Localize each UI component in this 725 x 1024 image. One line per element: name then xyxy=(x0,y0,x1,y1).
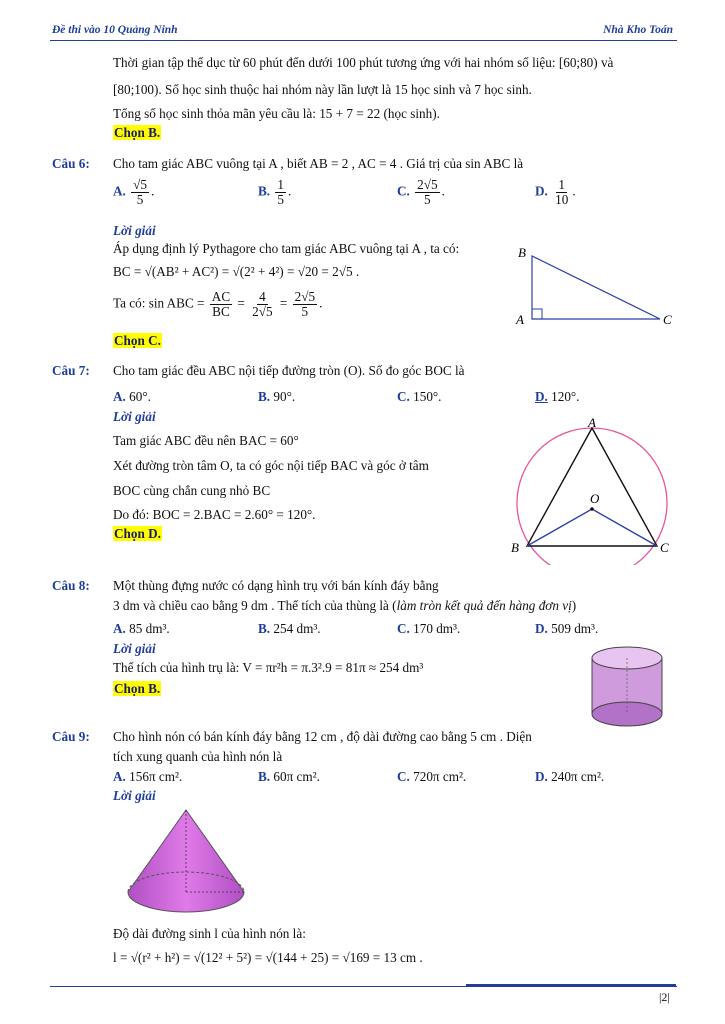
q6-c-num: 2√5 xyxy=(417,177,438,192)
q6-solution-3: Ta có: sin ABC = $\frac{AC}{BC}$ = $\frac{4}{2√5}$ = $\frac{2√5}{5}$ . xyxy=(113,289,323,319)
q6-solution-label: Lời giải xyxy=(113,223,156,238)
q9-option-d-letter: D. xyxy=(535,769,548,784)
q6-f3-num: 2√5 xyxy=(294,289,316,304)
q6-triangle-figure xyxy=(510,243,675,333)
q7-solution-label: Lời giải xyxy=(113,409,156,424)
triangle-abc-equilateral xyxy=(527,428,657,546)
q7-circle-figure xyxy=(505,413,685,565)
q8-answer: Chọn B. xyxy=(114,681,161,696)
q8-option-d-value: 509 dm³. xyxy=(551,621,599,636)
q6-c-den: 5 xyxy=(424,192,431,207)
q9-option-a-value: 156π cm². xyxy=(129,769,183,784)
q9-option-d[interactable] xyxy=(535,769,604,785)
q6-d-num: 1 xyxy=(558,177,566,192)
prev-line-2: [80;100). Số học sinh thuộc hai nhóm này lần lượt là 15 học sinh và 7 học sinh. xyxy=(113,82,532,97)
q6-option-d-letter: D. xyxy=(535,183,548,199)
q8-option-b[interactable] xyxy=(258,621,321,637)
q6-answer: Chọn C. xyxy=(114,333,161,348)
right-angle-mark xyxy=(532,309,542,319)
q6-f2-num: 4 xyxy=(259,289,266,304)
q8-option-d[interactable] xyxy=(535,621,598,637)
q6-a-num: √5 xyxy=(133,177,147,192)
q7-answer: Chọn D. xyxy=(114,526,161,541)
q8-option-a-letter: A. xyxy=(113,621,126,636)
q8-option-c-letter: C. xyxy=(397,621,410,636)
footer-accent-bar xyxy=(466,984,676,987)
q9-solution-1: Độ dài đường sinh l của hình nón là: xyxy=(113,926,306,941)
q6-option-c-letter: C. xyxy=(397,183,410,199)
q8-cylinder-figure xyxy=(588,644,668,730)
q6-b-den: 5 xyxy=(277,192,284,207)
q6-b-num: 1 xyxy=(277,177,284,192)
q6-f3-den: 5 xyxy=(301,304,309,319)
q6-option-a-letter: A. xyxy=(113,183,126,199)
q9-option-c[interactable] xyxy=(397,769,466,785)
prev-answer: Chọn B. xyxy=(114,125,161,140)
q8-text-2a: 3 dm và chiều cao bằng 9 dm . Thể tích của thùng là ( xyxy=(113,598,397,613)
q9-solution-2: l = √(r² + h²) = √(12² + 5²) = √(144 + 25) = √169 = 13 cm . xyxy=(113,950,423,965)
q6-sin-label: Ta có: sin ABC = xyxy=(113,295,205,311)
q6-d-den: 10 xyxy=(555,192,569,207)
q6-option-d[interactable]: D. $\frac{1}{10}$ . xyxy=(535,177,576,207)
header-left: Đề thi vào 10 Quảng Ninh xyxy=(52,24,178,36)
q7-option-a-value: 60°. xyxy=(129,389,151,404)
fig6-label-a: A xyxy=(516,312,524,327)
fig7-label-b: B xyxy=(511,540,519,555)
q7-solution-4: Do đó: BOC = 2.BAC = 2.60° = 120°. xyxy=(113,507,316,522)
q9-label: Câu 9: xyxy=(52,729,90,744)
q7-option-a[interactable] xyxy=(113,389,151,405)
q6-solution-2: BC = √(AB² + AC²) = √(2² + 4²) = √20 = 2√5 . xyxy=(113,264,360,279)
q7-solution-2: Xét đường tròn tâm O, ta có góc nội tiếp BAC và góc ở tâm xyxy=(113,458,429,473)
center-point xyxy=(590,507,594,511)
q6-f1-num: AC xyxy=(211,289,231,304)
q7-solution-3: BOC cùng chắn cung nhỏ BC xyxy=(113,483,271,498)
q8-label: Câu 8: xyxy=(52,578,90,593)
fig6-label-b: B xyxy=(518,245,526,260)
q8-option-b-letter: B. xyxy=(258,621,271,636)
header-line xyxy=(50,40,677,41)
q8-option-c-value: 170 dm³. xyxy=(413,621,461,636)
fig7-label-o: O xyxy=(590,491,600,506)
fig7-label-a: A xyxy=(588,415,596,430)
q8-text-2 xyxy=(113,598,576,614)
q9-option-b[interactable] xyxy=(258,769,320,785)
q9-cone-figure xyxy=(124,806,248,918)
q7-solution-1: Tam giác ABC đều nên BAC = 60° xyxy=(113,433,299,448)
triangle-abc xyxy=(532,256,660,319)
q6-f1-den: BC xyxy=(212,304,230,319)
q9-option-a[interactable] xyxy=(113,769,182,785)
q9-option-a-letter: A. xyxy=(113,769,126,784)
q6-solution-1: Áp dụng định lý Pythagore cho tam giác ABC vuông tại A , ta có: xyxy=(113,241,460,256)
prev-line-3: Tổng số học sinh thỏa mãn yêu cầu là: 15 + 7 = 22 (học sinh). xyxy=(113,106,440,121)
q6-label: Câu 6: xyxy=(52,156,90,171)
q8-solution-label: Lời giải xyxy=(113,641,156,656)
q9-text-2: tích xung quanh của hình nón là xyxy=(113,749,283,764)
q8-text-2c: ) xyxy=(571,598,577,613)
q8-text-2b: làm tròn kết quả đến hàng đơn vị xyxy=(396,598,572,613)
central-angle-boc xyxy=(527,509,657,546)
q8-option-a-value: 85 dm³. xyxy=(129,621,170,636)
q6-text: Cho tam giác ABC vuông tại A , biết AB = 2 , AC = 4 . Giá trị của sin ABC là xyxy=(113,156,524,171)
q7-option-b[interactable] xyxy=(258,389,295,405)
q9-option-b-letter: B. xyxy=(258,769,271,784)
q9-option-b-value: 60π cm². xyxy=(273,769,320,784)
cone-surface xyxy=(128,810,244,912)
q7-option-d-letter: D. xyxy=(535,389,548,404)
q7-label: Câu 7: xyxy=(52,363,90,378)
q8-solution-1: Thể tích của hình trụ là: V = πr²h = π.3².9 = 81π ≈ 254 dm³ xyxy=(113,660,424,675)
q9-text-1: Cho hình nón có bán kính đáy bằng 12 cm , độ dài đường cao bằng 5 cm . Diện xyxy=(113,729,532,744)
fig6-label-c: C xyxy=(663,312,672,327)
q7-text: Cho tam giác đều ABC nội tiếp đường tròn (O). Số đo góc BOC là xyxy=(113,363,465,378)
q8-text-1: Một thùng đựng nước có dạng hình trụ với bán kính đáy bằng xyxy=(113,578,439,593)
q9-option-c-value: 720π cm². xyxy=(413,769,467,784)
q8-option-d-letter: D. xyxy=(535,621,548,636)
q7-option-a-letter: A. xyxy=(113,389,126,404)
q7-option-c-value: 150°. xyxy=(413,389,442,404)
q6-f2-den: 2√5 xyxy=(252,304,273,319)
q8-option-b-value: 254 dm³. xyxy=(273,621,321,636)
prev-line-1: Thời gian tập thể dục từ 60 phút đến dưới 100 phút tương ứng với hai nhóm số liệu: [60;80) và xyxy=(113,55,614,70)
q8-option-c[interactable] xyxy=(397,621,460,637)
q6-option-c[interactable]: C. $\frac{2√5}{5}$ . xyxy=(397,177,445,207)
q6-option-a[interactable]: A. $\frac{√5}{5}$ . xyxy=(113,177,155,207)
q8-option-a[interactable] xyxy=(113,621,170,637)
q7-option-c-letter: C. xyxy=(397,389,410,404)
q6-option-b-letter: B. xyxy=(258,183,271,199)
page-number: |2| xyxy=(659,990,670,1004)
fig7-label-c: C xyxy=(660,540,669,555)
q9-solution-label: Lời giải xyxy=(113,788,156,803)
q7-option-b-letter: B. xyxy=(258,389,271,404)
q9-option-d-value: 240π cm². xyxy=(551,769,605,784)
q7-option-d[interactable] xyxy=(535,389,579,405)
q6-a-den: 5 xyxy=(136,192,144,207)
q7-option-c[interactable] xyxy=(397,389,441,405)
q7-option-b-value: 90°. xyxy=(273,389,296,404)
header-right: Nhà Kho Toán xyxy=(603,24,673,36)
q6-option-b[interactable]: B. $\frac{1}{5}$ . xyxy=(258,177,292,207)
q7-option-d-value: 120°. xyxy=(551,389,580,404)
q9-option-c-letter: C. xyxy=(397,769,410,784)
